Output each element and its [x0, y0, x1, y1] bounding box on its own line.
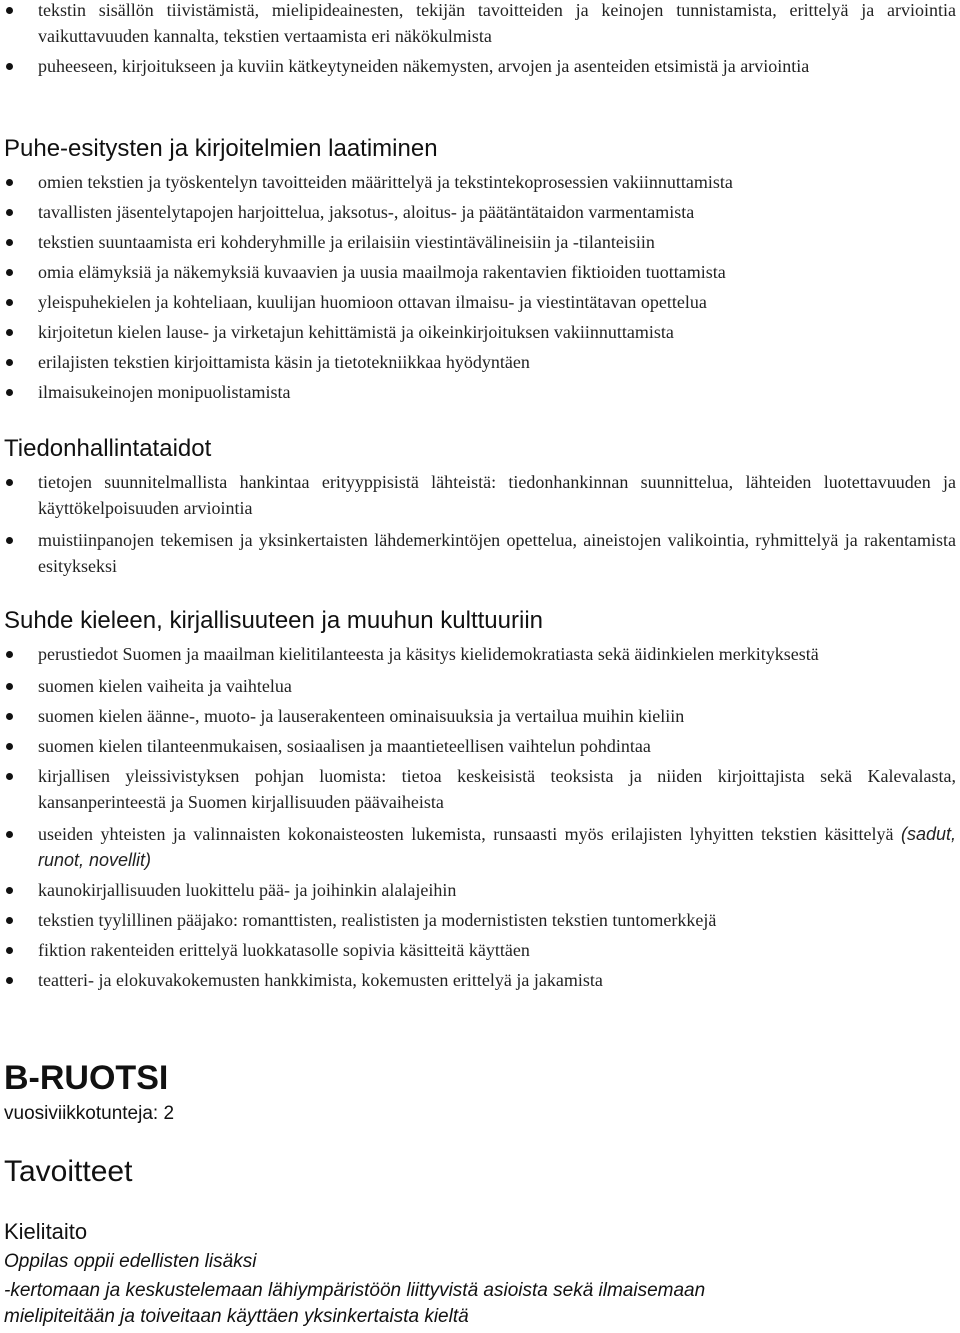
list-item: fiktion rakenteiden erittelyä luokkatasolle sopivia käsitteitä käyttäen [0, 937, 958, 963]
bullet-icon [6, 831, 13, 838]
bullet-icon [6, 887, 13, 894]
bullet-icon [6, 651, 13, 658]
goal-line-continued: mielipiteitään ja toiveitaan käyttäen yksinkertaista kieltä [4, 1306, 469, 1327]
list-item: omien tekstien ja työskentelyn tavoitteiden määrittelyä ja tekstintekoprosessien vakiinnuttamista [0, 169, 958, 195]
bullet-icon [6, 179, 13, 186]
bullet-icon [6, 713, 13, 720]
list-item: suomen kielen vaiheita ja vaihtelua [0, 673, 958, 699]
goal-line: -kertomaan ja keskustelemaan lähiympäristöön liittyvistä asioista sekä ilmaisemaan [4, 1280, 706, 1301]
section-heading-suhde: Suhde kieleen, kirjallisuuteen ja muuhun kulttuuriin [4, 607, 543, 634]
list-item: tekstin sisällön tiivistämistä, mielipideainesten, tekijän tavoitteiden ja keinojen tunnistamista, erittelyä ja arviointia vaikuttavuuden kannalta, tekstien vertaamista eri näkökulmista [0, 0, 958, 49]
bullet-icon [6, 389, 13, 396]
bullet-icon [6, 239, 13, 246]
list-item: perustiedot Suomen ja maailman kielitilanteesta ja käsitys kielidemokratiasta sekä äidinkielen merkityksestä [0, 641, 958, 667]
bullet-icon [6, 773, 13, 780]
bullet-icon [6, 479, 13, 486]
bullet-icon [6, 947, 13, 954]
list-item: ilmaisukeinojen monipuolistamista [0, 379, 958, 405]
bullet-icon [6, 683, 13, 690]
learner-intro: Oppilas oppii edellisten lisäksi [4, 1251, 257, 1272]
list-item: omia elämyksiä ja näkemyksiä kuvaavien ja uusia maailmoja rakentavien fiktioiden tuottamista [0, 259, 958, 285]
list-item: teatteri- ja elokuvakokemusten hankkimista, kokemusten erittelyä ja jakamista [0, 967, 958, 993]
list-item: useiden yhteisten ja valinnaisten kokonaisteosten lukemista, runsaasti myös erilajisten lyhyitten tekstien käsittelyä (sadut, runot, novellit) [0, 821, 958, 873]
list-item: puheeseen, kirjoitukseen ja kuviin kätkeytyneiden näkemysten, arvojen ja asenteiden etsimistä ja arviointia [0, 53, 958, 79]
bullet-icon [6, 537, 13, 544]
bullet-icon [6, 359, 13, 366]
genre-note: (sadut, runot, novellit) [38, 824, 957, 870]
bullet-icon [6, 7, 13, 14]
bullet-icon [6, 917, 13, 924]
list-item: kirjoitetun kielen lause- ja virketajun kehittämistä ja oikeinkirjoituksen vakiinnuttamista [0, 319, 958, 345]
list-item: tekstien suuntaamista eri kohderyhmille ja erilaisiin viestintävälineisiin ja -tilanteisiin [0, 229, 958, 255]
goals-heading: Tavoitteet [4, 1155, 133, 1188]
list-item: tietojen suunnitelmallista hankintaa erityyppisistä lähteistä: tiedonhankinnan suunnittelua, lähteiden luotettavuuden ja käyttökelpoisuuden arviointia [0, 469, 958, 521]
language-skill-heading: Kielitaito [4, 1219, 88, 1244]
suhde-bullet-list [0, 641, 958, 993]
list-item: suomen kielen tilanteenmukaisen, sosiaalisen ja maantieteellisen vaihtelun pohdintaa [0, 733, 958, 759]
subject-title: B-RUOTSI [4, 1059, 169, 1097]
list-item: tekstien tyylillinen pääjako: romanttisten, realististen ja modernististen tekstien tuntomerkkejä [0, 907, 958, 933]
tiedon-bullet-list [0, 469, 958, 579]
bullet-icon [6, 269, 13, 276]
list-item: tavallisten jäsentelytapojen harjoittelua, jaksotus-, aloitus- ja päätäntätaidon varmentamista [0, 199, 958, 225]
bullet-icon [6, 329, 13, 336]
list-item: kirjallisen yleissivistyksen pohjan luomista: tietoa keskeisistä teoksista ja niiden kirjoittajista sekä Kalevalasta, kansanperinteestä ja Suomen kirjallisuuden päävaiheista [0, 763, 958, 815]
bullet-icon [6, 299, 13, 306]
section-heading-puhe: Puhe-esitysten ja kirjoitelmien laatiminen [4, 135, 438, 162]
weekly-hours: vuosiviikkotunteja: 2 [4, 1103, 175, 1124]
list-item: muistiinpanojen tekemisen ja yksinkertaisten lähdemerkintöjen opettelua, aineistojen valikointia, ryhmittelyä ja rakentamista esitykseksi [0, 527, 958, 579]
puhe-bullet-list [0, 169, 958, 405]
list-item: yleispuhekielen ja kohteliaan, kuulijan huomioon ottavan ilmaisu- ja viestintätavan opettelua [0, 289, 958, 315]
top-bullet-list [0, 0, 958, 79]
bullet-icon [6, 209, 13, 216]
bullet-icon [6, 743, 13, 750]
bullet-icon [6, 63, 13, 70]
list-item: kaunokirjallisuuden luokittelu pää- ja joihinkin alalajeihin [0, 877, 958, 903]
section-heading-tiedon: Tiedonhallintataidot [4, 435, 212, 462]
bullet-icon [6, 977, 13, 984]
list-item: erilajisten tekstien kirjoittamista käsin ja tietotekniikkaa hyödyntäen [0, 349, 958, 375]
list-item: suomen kielen äänne-, muoto- ja lauserakenteen ominaisuuksia ja vertailua muihin kieliin [0, 703, 958, 729]
